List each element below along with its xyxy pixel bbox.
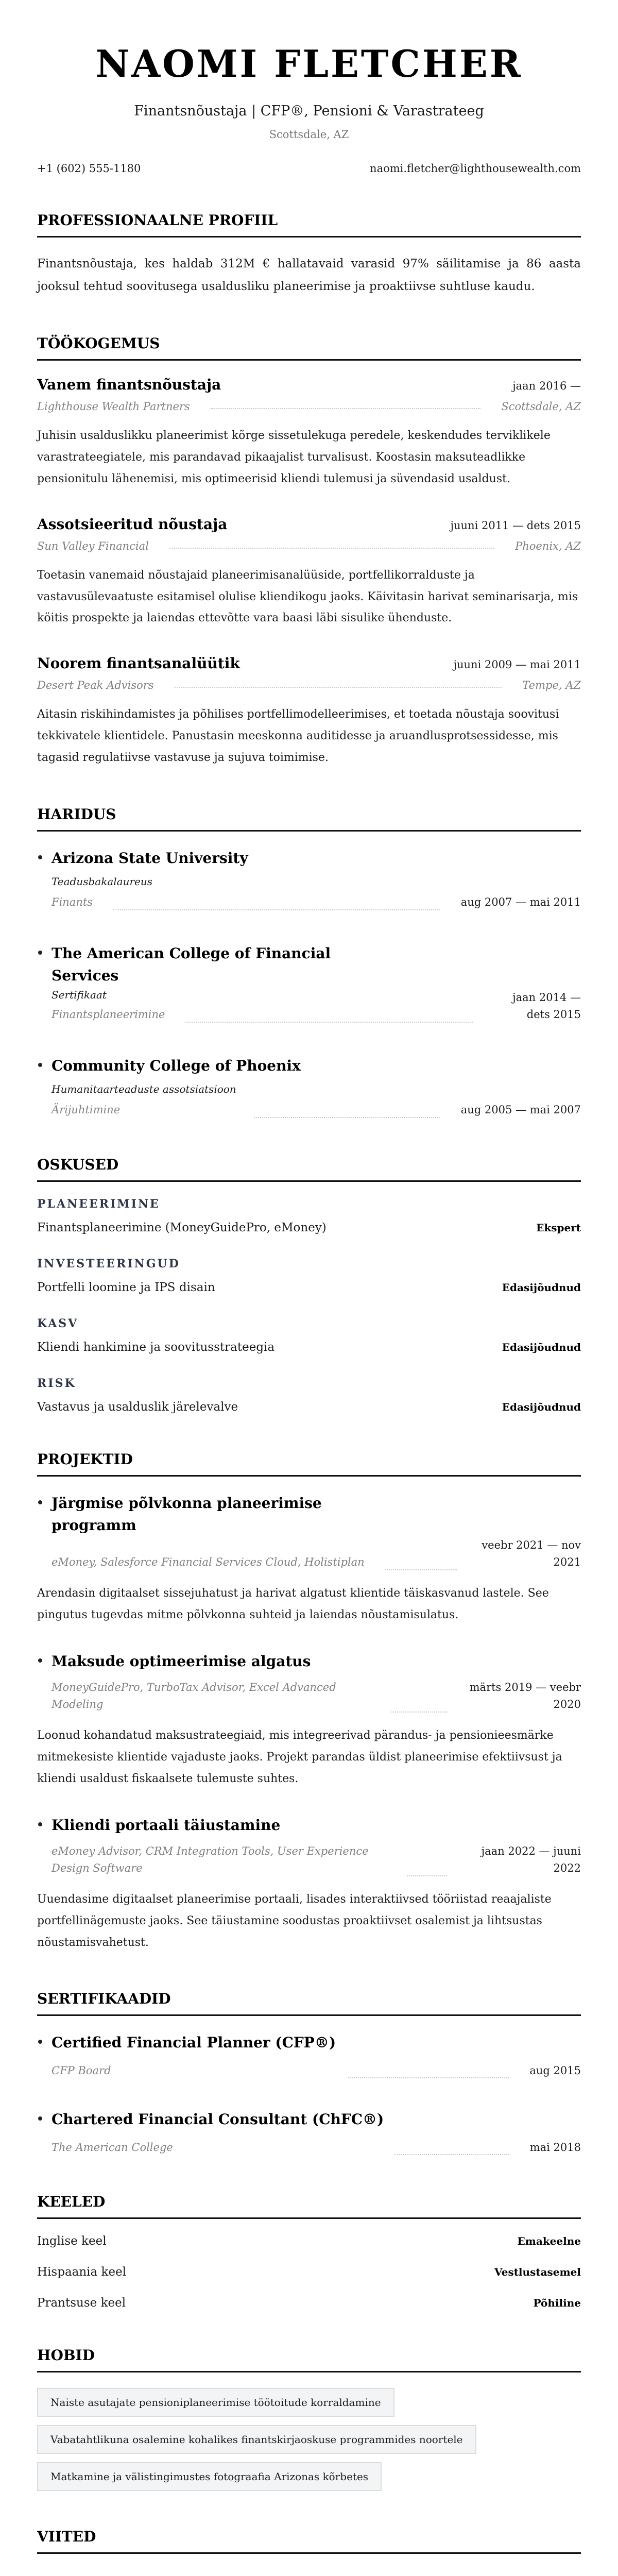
profile-summary: Finantsnõustaja, kes haldab 312M € hallatavaid varasid 97% säilitamise ja 86 aasta jooksul tehtud soovitusega usaldusliku planeerimise ja proaktiivse suhtluse kaudu.	[37, 257, 581, 293]
skill-category: KASV	[37, 1316, 79, 1330]
skill-name: Finantsplaneerimine (MoneyGuidePro, eMoney)	[37, 1221, 327, 1234]
job-location: Phoenix, AZ	[515, 539, 581, 552]
dotted-leader	[394, 2154, 509, 2155]
job-company: Lighthouse Wealth Partners	[37, 400, 190, 413]
certification-date: aug 2015	[529, 2064, 581, 2077]
projects-section	[37, 1451, 581, 1954]
skill-name: Portfelli loomine ja IPS disain	[37, 1280, 215, 1294]
project-dates: jaan 2022 — juuni 2022	[481, 1844, 581, 1875]
job-location: Tempe, AZ	[522, 679, 581, 692]
education-dates: jaan 2014 — dets 2015	[512, 991, 581, 1021]
skill-level: Edasijõudnud	[502, 1400, 581, 1413]
bullet-icon	[38, 2116, 42, 2121]
dotted-leader	[113, 909, 440, 910]
education-entry	[37, 847, 581, 911]
language-row	[37, 2265, 581, 2279]
skill-group	[37, 1377, 581, 1414]
certification-name: Certified Financial Planner (CFP®)	[52, 2034, 336, 2052]
job-location: Scottsdale, AZ	[501, 400, 581, 413]
education-entry	[37, 1055, 581, 1119]
skill-category: RISK	[37, 1376, 76, 1390]
bullet-icon	[38, 855, 42, 859]
job-description: Toetasin vanemaid nõustajaid planeerimisanalüüside, portfellikorralduste ja vastavusülevaatuste esitamisel olulise kliendikogu jaoks. Käivitasin harivat seminarisarja, mis köitis prospekte ja laiendas ettevõtte vara baasi läbi sisulike ühenduste.	[37, 568, 578, 625]
skill-name: Vastavus ja usalduslik järelevalve	[37, 1400, 238, 1414]
section-title: TÖÖKOGEMUS	[37, 335, 581, 361]
certification-issuer: CFP Board	[52, 2064, 111, 2077]
hobby-tag: Vabatahtlikuna osalemine kohalikes finantskirjaoskuse programmides noortele	[37, 2425, 476, 2454]
project-entry	[37, 1814, 581, 1953]
skill-level: Edasijõudnud	[502, 1341, 581, 1353]
certification-entry	[37, 2031, 581, 2079]
degree: Humanitaarteaduste assotsiatsioon	[52, 1083, 236, 1096]
language-name: Inglise keel	[37, 2234, 107, 2248]
education-dates: aug 2005 — mai 2007	[460, 1104, 581, 1116]
bullet-icon	[38, 1063, 42, 1067]
references-section	[37, 2528, 581, 2576]
dotted-leader	[211, 408, 481, 409]
references-note	[37, 2554, 581, 2576]
dotted-leader	[254, 1117, 440, 1118]
education-dates: aug 2007 — mai 2011	[460, 895, 581, 908]
bullet-icon	[38, 1822, 42, 1826]
language-row	[37, 2296, 581, 2310]
section-title: SERTIFIKAADID	[37, 1990, 581, 2016]
project-entry	[37, 1492, 581, 1626]
dotted-leader	[391, 1711, 447, 1713]
project-description: Uuendasime digitaalset planeerimise portaali, lisades interaktiivsed tööriistad reaajaliste portfellinägemuste jaoks. See täiustamine soodustas proaktiivset osalemist ja lihtsustas nõustamisvahetust.	[37, 1893, 552, 1949]
hobbies-section	[37, 2347, 581, 2499]
job-title: Assotsieeritud nõustaja	[37, 515, 228, 533]
bullet-icon	[38, 2040, 42, 2044]
project-dates: märts 2019 — veebr 2020	[469, 1681, 581, 1711]
language-name: Hispaania keel	[37, 2265, 127, 2279]
bullet-icon	[38, 1658, 42, 1663]
project-title: Kliendi portaali täiustamine	[52, 1817, 281, 1834]
section-title: OSKUSED	[37, 1156, 581, 1182]
skill-group	[37, 1317, 581, 1354]
skill-group	[37, 1257, 581, 1294]
skill-name: Kliendi hankimine ja soovitusstrateegia	[37, 1340, 275, 1354]
job-entry	[37, 516, 581, 629]
skill-group	[37, 1197, 581, 1234]
skill-category: PLANEERIMINE	[37, 1197, 160, 1211]
school-name: The American College of Financial Services	[52, 944, 331, 984]
education-section	[37, 806, 581, 1119]
degree: Sertifikaat	[52, 989, 107, 1002]
project-tools: eMoney, Salesforce Financial Services Cloud, Holistiplan	[52, 1556, 365, 1569]
section-title: HARIDUS	[37, 806, 581, 832]
skills-section	[37, 1156, 581, 1414]
language-level: Põhiline	[533, 2297, 581, 2310]
job-title: Noorem finantsanalüütik	[37, 655, 240, 672]
contact-row	[37, 162, 581, 175]
skill-category: INVESTEERINGUD	[37, 1257, 180, 1270]
section-title: KEELED	[37, 2193, 581, 2219]
skill-level: Ekspert	[536, 1221, 581, 1234]
project-description: Arendasin digitaalset sissejuhatust ja harivat algatust klientide täiskasvanud lastele. See pingutus tugevdas mitme põlvkonna suhteid ja laiendas nõustamisulatus.	[37, 1586, 549, 1621]
project-title: Maksude optimeerimise algatus	[52, 1653, 311, 1670]
school-name: Arizona State University	[52, 849, 248, 867]
section-title: HOBID	[37, 2347, 581, 2372]
job-dates: jaan 2016 —	[512, 380, 581, 393]
bullet-icon	[38, 1500, 42, 1504]
project-dates: veebr 2021 — nov 2021	[482, 1538, 581, 1569]
project-description: Loonud kohandatud maksustrateegiaid, mis integreerivad pärandus- ja pensionieesmärke mitmekesiste klientide vajaduste jaoks. Projekt parandas üldist planeerimise efektiivsust ja kliendi usaldust fiskaalsete tulemuste suhtes.	[37, 1729, 562, 1785]
language-name: Prantsuse keel	[37, 2296, 126, 2310]
field-of-study: Finantsplaneerimine	[52, 1008, 165, 1021]
section-title: PROJEKTID	[37, 1451, 581, 1477]
dotted-leader	[348, 2077, 509, 2078]
project-tools: eMoney Advisor, CRM Integration Tools, User Experience Design Software	[52, 1844, 369, 1875]
language-level: Vestlustasemel	[494, 2266, 581, 2279]
certification-date: mai 2018	[529, 2141, 581, 2154]
hobby-tag: Naiste asutajate pensioniplaneerimise töötoitude korraldamine	[37, 2388, 394, 2417]
dotted-leader	[169, 548, 494, 549]
education-entry	[37, 942, 581, 1024]
certifications-section	[37, 1990, 581, 2156]
job-title: Vanem finantsnõustaja	[37, 376, 221, 394]
candidate-name: NAOMI FLETCHER	[95, 42, 523, 86]
dotted-leader	[175, 687, 502, 688]
job-description: Aitasin riskihindamistes ja põhilises portfellimodelleerimises, et toetada nõustaja soovitusi tekkivatele klientidele. Panustasin meeskonna auditidesse ja aruandlusprotsessidesse, mis tagasid regulatiivse vastavuse ja sujuva toimimise.	[37, 708, 559, 764]
languages-section	[37, 2193, 581, 2310]
field-of-study: Ärijuhtimine	[52, 1104, 121, 1116]
certification-issuer: The American College	[52, 2141, 173, 2154]
section-title: VIITED	[37, 2528, 581, 2554]
hobby-tag: Matkamine ja välistingimustes fotograafia Arizonas kõrbetes	[37, 2462, 382, 2491]
candidate-location: Scottsdale, AZ	[269, 128, 349, 141]
job-company: Sun Valley Financial	[37, 539, 149, 552]
phone-number[interactable]: +1 (602) 555-1180	[37, 162, 141, 175]
field-of-study: Finants	[52, 895, 93, 908]
project-entry	[37, 1650, 581, 1789]
job-entry	[37, 655, 581, 768]
job-entry	[37, 376, 581, 489]
bullet-icon	[38, 951, 42, 955]
job-company: Desert Peak Advisors	[37, 679, 154, 692]
resume-header	[37, 42, 581, 175]
certification-name: Chartered Financial Consultant (ChFC®)	[52, 2111, 384, 2128]
section-title: PROFESSIONAALNE PROFIIL	[37, 212, 581, 238]
certification-entry	[37, 2108, 581, 2156]
job-description: Juhisin usalduslikku planeerimist kõrge sissetulekuga peredele, keskendudes terviklikele varastrateegiatele, mis parandavad pikaajalist turvalisust. Koostasin maksuteadlikke pensionitulu lähenemisi, mis optimeerisid kliendi tulemusi ja süvendasid usaldust.	[37, 429, 551, 485]
project-tools: MoneyGuidePro, TurboTax Advisor, Excel Advanced Modeling	[52, 1681, 336, 1711]
degree: Teadusbakalaureus	[52, 875, 153, 888]
project-title: Järgmise põlvkonna planeerimise programm	[52, 1494, 322, 1534]
candidate-headline: Finantsnõustaja | CFP®, Pensioni & Varastrateeg	[134, 103, 484, 119]
dotted-leader	[407, 1875, 447, 1876]
skill-level: Edasijõudnud	[502, 1281, 581, 1294]
language-row	[37, 2234, 581, 2248]
dotted-leader	[185, 1022, 473, 1023]
experience-section	[37, 335, 581, 768]
school-name: Community College of Phoenix	[52, 1057, 301, 1074]
job-dates: juuni 2011 — dets 2015	[450, 519, 581, 532]
email-address[interactable]: naomi.fletcher@lighthousewealth.com	[370, 162, 581, 175]
dotted-leader	[385, 1569, 457, 1570]
job-dates: juuni 2009 — mai 2011	[453, 658, 581, 671]
profile-section	[37, 212, 581, 298]
language-level: Emakeelne	[517, 2235, 581, 2248]
